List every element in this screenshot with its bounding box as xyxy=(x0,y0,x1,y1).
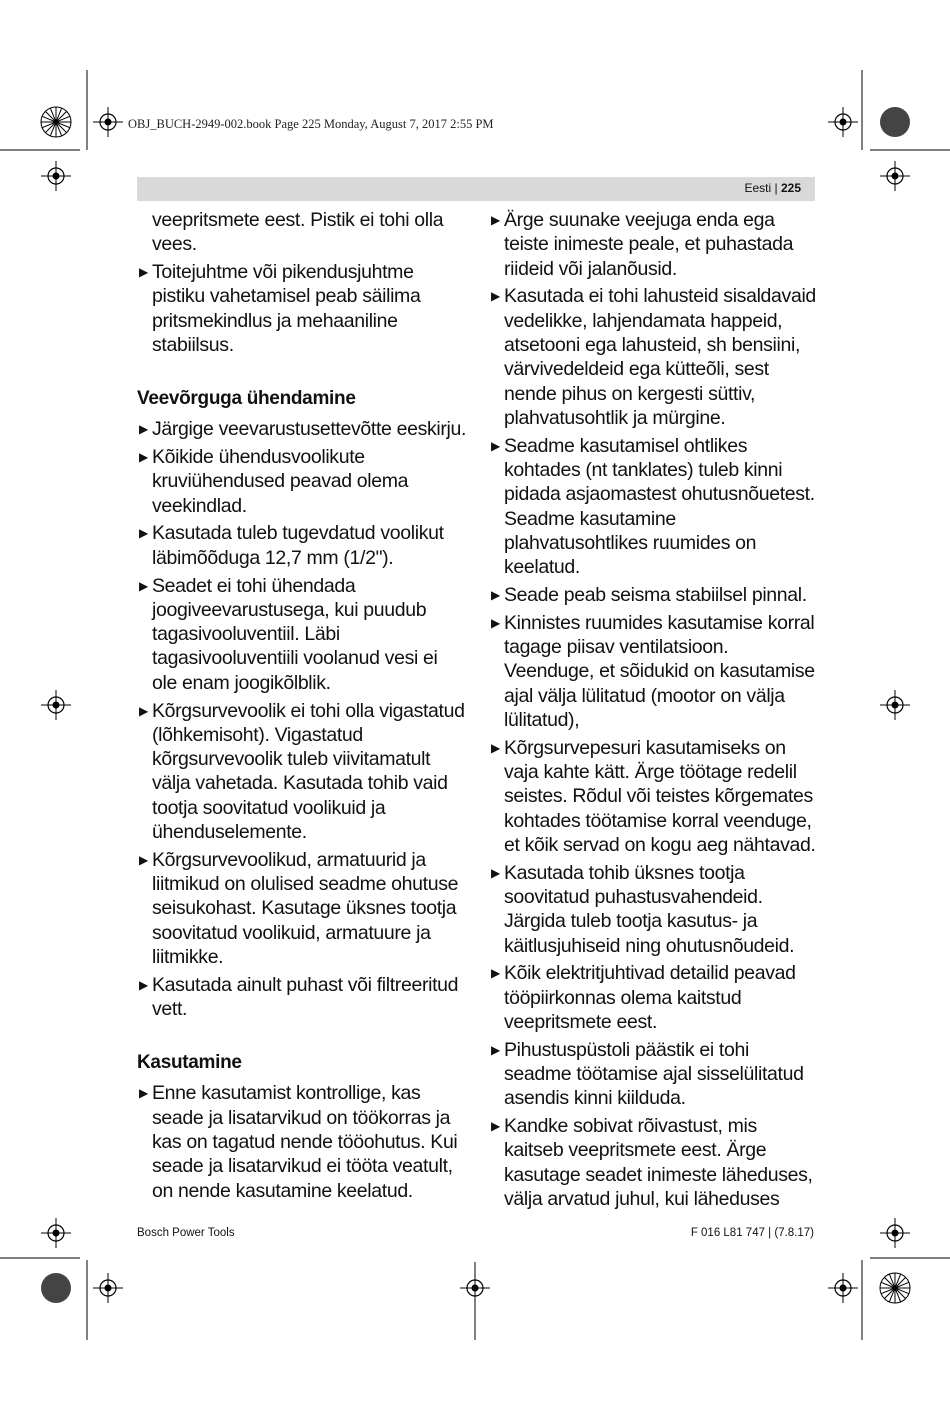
bullet-marker-icon: ▶ xyxy=(491,289,500,304)
bullet-marker-icon: ▶ xyxy=(139,422,148,437)
list-item-text: Kõrgsurvevoolikud, armatuurid ja liitmikud on olulised seadme ohutuse seisukohast. Kasutage üksnes tootja soovitatud voolikuid, armatuure ja liitmikke. xyxy=(152,848,459,969)
list-item-text: Ärge suunake veejuga enda ega teiste inimeste peale, et puhastada riideid või jalanõusid. xyxy=(504,209,794,280)
bullet-marker-icon: ▶ xyxy=(139,1086,148,1101)
list-item xyxy=(489,284,819,430)
list-item-text: Seade peab seisma stabiilsel pinnal. xyxy=(504,583,807,606)
list-item xyxy=(489,434,819,580)
list-item-text: Kasutada tuleb tugevdatud voolikut läbimõõduga 12,7 mm (1/2"). xyxy=(152,522,444,569)
bullet-marker-icon: ▶ xyxy=(139,526,148,541)
list-item-text: Kasutada ei tohi lahusteid sisaldavaid vedelikke, lahjendamata happeid, atsetooni ega lahusteid, sh bensiini, värvivedeldeid ega kütteõli, sest nende pihus on kergesti süttiv, plahvatusohtlik ja mürgine. xyxy=(504,285,816,429)
list-item-text: Seadme kasutamisel ohtlikes kohtades (nt tanklates) tuleb kinni pidada asjaomastest ohutusnõuetest. Seadme kasutamine plahvatusohtlikes ruumides on keelatud. xyxy=(504,434,815,579)
list-item xyxy=(489,1038,819,1111)
list-item-text: Toitejuhtme või pikendusjuhtme pistiku vahetamisel peab säilima pritsmekindlus ja mehaaniline stabiilsus. xyxy=(152,261,421,356)
list-item xyxy=(489,583,819,607)
bullet-marker-icon: ▶ xyxy=(139,450,148,465)
section-heading: Veevõrguga ühendamine xyxy=(137,388,356,410)
list-item-text: Kasutada ainult puhast või filtreeritud vett. xyxy=(152,973,459,1021)
bullet-marker-icon: ▶ xyxy=(491,966,500,981)
list-item-text: Kinnistes ruumides kasutamise korral tagage piisav ventilatsioon. Veenduge, et sõidukid on kasutamise ajal välja lülitatud (mootor on välja lülitatud), xyxy=(504,611,815,731)
starburst-top-left xyxy=(41,107,71,137)
list-item xyxy=(489,736,819,857)
list-item xyxy=(137,445,467,518)
list-item xyxy=(489,208,819,281)
header-section: Eesti xyxy=(744,181,772,195)
list-item xyxy=(137,574,467,695)
list-item xyxy=(137,973,467,1022)
list-item-text: Enne kasutamist kontrollige, kas seade ja lisatarvikud on töökorras ja kas on tagatud nende tööohutus. Kui seade ja lisatarvikud ei tööta veatult, on nende kasutamine keelatud. xyxy=(152,1082,458,1202)
bullet-marker-icon: ▶ xyxy=(491,865,500,880)
bullet-marker-icon: ▶ xyxy=(139,977,148,992)
bullet-marker-icon: ▶ xyxy=(491,615,500,630)
list-item xyxy=(137,260,467,357)
list-item xyxy=(137,1081,467,1202)
bullet-marker-icon: ▶ xyxy=(491,587,500,602)
list-item-text: Järgige veevarustusettevõtte eeskirju. xyxy=(152,418,467,441)
bullet-marker-icon: ▶ xyxy=(139,852,148,867)
bullet-marker-icon: ▶ xyxy=(491,740,500,755)
bullet-marker-icon: ▶ xyxy=(491,1042,500,1057)
left-column xyxy=(137,208,467,1206)
list-item xyxy=(137,417,467,441)
bullet-marker-icon: ▶ xyxy=(491,1119,500,1134)
list-item-text: Pihustuspüstoli päästik ei tohi seadme töötamise ajal sisselülitatud asendis kinni kiilduda. xyxy=(504,1038,804,1110)
page-number: 225 xyxy=(780,181,801,195)
right-column xyxy=(489,208,819,1215)
bullet-marker-icon: ▶ xyxy=(491,213,500,227)
bullet-marker-icon: ▶ xyxy=(139,578,148,593)
bullet-marker-icon: ▶ xyxy=(139,265,148,280)
slug-line: OBJ_BUCH-2949-002.book Page 225 Monday, August 7, 2017 2:55 PM xyxy=(128,117,494,131)
header-text xyxy=(744,181,801,195)
list-item-text: Kõrgsurvepesuri kasutamiseks on vaja kahte kätt. Ärge töötage redelil seistes. Rõdul või teistes kõrgemates kohtades töötamise korral veenduge, et kõik servad on kogu aeg nähtavad. xyxy=(504,736,816,856)
bullet-marker-icon: ▶ xyxy=(139,703,148,718)
bullet-marker-icon: ▶ xyxy=(491,438,500,453)
list-item xyxy=(489,611,819,732)
list-item-text: Kõik elektritjuhtivad detailid peavad tööpiirkonnas olema kaitstud veepritsmete eest. xyxy=(504,962,796,1033)
header-separator: | xyxy=(774,181,778,195)
list-item-text: Kõrgsurvevoolik ei tohi olla vigastatud (lõhkemisoht). Vigastatud kõrgsurvevoolik tuleb viivitamatult välja vahetada. Kasutada tohib vaid tootja soovitatud voolikuid ja ühenduselemente. xyxy=(152,699,465,844)
list-item xyxy=(489,961,819,1034)
list-item-text: Kasutada tohib üksnes tootja soovitatud puhastusvahendeid. Järgida tuleb tootja kasutus- ja käitlusjuhiseid ning ohutusnõudeid. xyxy=(504,861,795,957)
list-item xyxy=(489,861,819,958)
section-heading: Kasutamine xyxy=(137,1052,242,1074)
continuation-text: veepritsmete eest. Pistik ei tohi olla vees. xyxy=(152,209,444,256)
list-item-text: Kandke sobivat rõivastust, mis kaitseb veepritsmete eest. Ärge kasutage seadet inimeste läheduses, välja arvatud juhul, kui läheduses xyxy=(504,1115,813,1211)
running-header xyxy=(137,177,815,201)
list-item-text: Kõikide ühendusvoolikute kruviühendused peavad olema veekindlad. xyxy=(152,446,409,517)
list-item xyxy=(137,521,467,570)
list-item-text: Seadet ei tohi ühendada joogiveevarustusega, kui puudub tagasivooluventiil. Läbi tagasivooluventiili voolanud vesi ei ole enam joogikõlblik. xyxy=(152,574,438,694)
starburst-bottom-right xyxy=(880,1273,910,1303)
footer-right: F 016 L81 747 | (7.8.17) xyxy=(690,1227,814,1239)
list-item xyxy=(137,699,467,845)
list-item xyxy=(137,848,467,969)
footer-left: Bosch Power Tools xyxy=(137,1227,235,1239)
list-item xyxy=(489,1114,819,1211)
